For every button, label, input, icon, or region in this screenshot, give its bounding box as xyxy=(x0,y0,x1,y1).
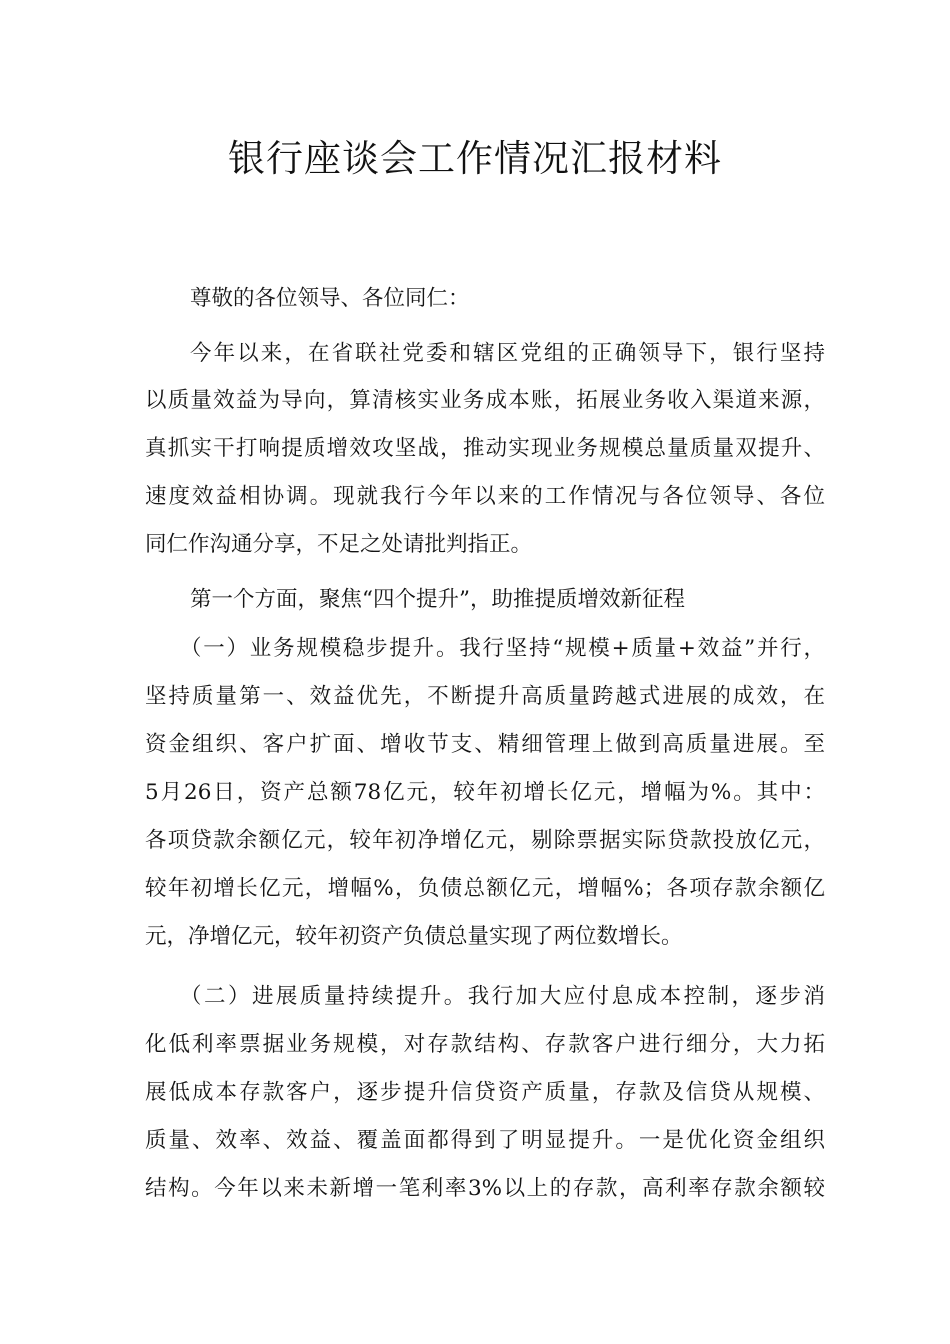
paragraph-line: 质量、效率、效益、覆盖面都得到了明显提升。一是优化资金组织 xyxy=(145,1128,825,1153)
paragraph-line: 化低利率票据业务规模，对存款结构、存款客户进行细分，大力拓 xyxy=(145,1032,825,1057)
section-heading: 第一个方面，聚焦“四个提升”，助推提质增效新征程 xyxy=(190,587,685,612)
paragraph-line: 结构。今年以来未新增一笔利率3%以上的存款，高利率存款余额较 xyxy=(145,1176,825,1201)
paragraph-line: 元，净增亿元，较年初资产负债总量实现了两位数增长。 xyxy=(145,924,683,949)
salutation-line: 尊敬的各位领导、各位同仁： xyxy=(190,286,470,311)
paragraph-line: 资金组织、客户扩面、增收节支、精细管理上做到高质量进展。至 xyxy=(145,732,825,757)
paragraph-line: 各项贷款余额亿元，较年初净增亿元，剔除票据实际贷款投放亿元， xyxy=(145,828,825,853)
paragraph-line: 真抓实干打响提质增效攻坚战，推动实现业务规模总量质量双提升、 xyxy=(145,436,825,461)
paragraph-line: 展低成本存款客户，逐步提升信贷资产质量，存款及信贷从规模、 xyxy=(145,1080,825,1105)
paragraph-line: 坚持质量第一、效益优先，不断提升高质量跨越式进展的成效，在 xyxy=(145,684,825,709)
paragraph-line: 以质量效益为导向，算清核实业务成本账，拓展业务收入渠道来源， xyxy=(145,388,825,413)
paragraph-line: 同仁作沟通分享，不足之处请批判指正。 xyxy=(145,532,533,557)
paragraph-line: 5月26日，资产总额78亿元，较年初增长亿元，增幅为%。其中： xyxy=(145,780,825,805)
subsection-line: （一）业务规模稳步提升。我行坚持“规模+质量+效益”并行， xyxy=(180,636,825,661)
paragraph-line: 较年初增长亿元，增幅%，负债总额亿元，增幅%；各项存款余额亿 xyxy=(145,876,825,901)
document-title: 银行座谈会工作情况汇报材料 xyxy=(228,137,722,180)
paragraph-line: 今年以来，在省联社党委和辖区党组的正确领导下，银行坚持 xyxy=(190,341,825,366)
paragraph-line: 速度效益相协调。现就我行今年以来的工作情况与各位领导、各位 xyxy=(145,484,825,509)
subsection-line: （二）进展质量持续提升。我行加大应付息成本控制，逐步消 xyxy=(180,984,825,1009)
